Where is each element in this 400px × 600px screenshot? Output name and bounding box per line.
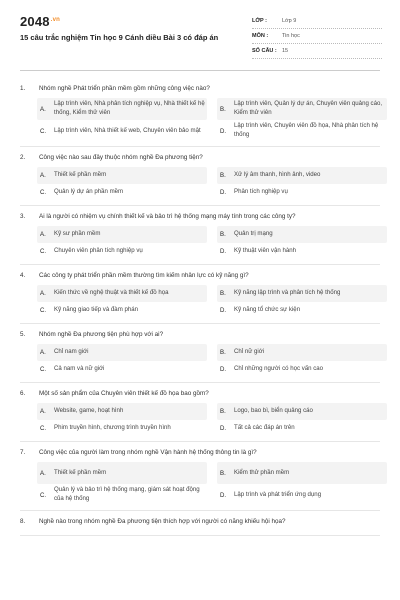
option-letter: C. xyxy=(40,189,47,196)
answer-option-a[interactable] xyxy=(37,344,207,361)
meta-row-class xyxy=(252,14,382,29)
option-letter: B. xyxy=(220,290,226,297)
option-letter: D. xyxy=(220,491,227,499)
question-header xyxy=(20,511,380,531)
question-text: Nghề nào trong nhóm nghề Đa phương tiện thích hợp với người có năng khiếu hội họa? xyxy=(39,517,286,525)
answer-option-c[interactable] xyxy=(37,361,207,378)
option-text: Lập trình và phát triển ứng dụng xyxy=(234,490,322,498)
answer-option-b[interactable] xyxy=(217,226,387,243)
option-letter: A. xyxy=(40,469,46,477)
question-item xyxy=(20,147,380,206)
option-letter: D. xyxy=(220,366,227,373)
answer-option-a[interactable] xyxy=(37,98,207,120)
answer-option-d[interactable] xyxy=(217,120,387,142)
option-letter: C. xyxy=(40,491,47,499)
answer-options xyxy=(20,285,380,319)
question-text: Một số sản phẩm của Chuyên viên thiết kế đồ họa bao gồm? xyxy=(39,389,209,397)
option-letter: C. xyxy=(40,248,47,255)
option-text: Kỹ thuật viên vận hành xyxy=(234,247,296,255)
option-letter: C. xyxy=(40,127,47,135)
question-list xyxy=(0,78,400,536)
option-text: Kỹ năng giao tiếp và đàm phán xyxy=(54,306,139,314)
meta-key: LỚP : xyxy=(252,18,267,24)
option-letter: B. xyxy=(220,172,226,179)
option-text: Thiết kế phần mềm xyxy=(54,171,107,179)
option-text: Kỹ năng tổ chức sự kiện xyxy=(234,306,301,314)
answer-option-a[interactable] xyxy=(37,167,207,184)
option-text: Quản lý và bảo trì hệ thống mạng, giám sát hoạt động của hệ thống xyxy=(54,486,200,502)
question-item xyxy=(20,206,380,265)
answer-option-d[interactable] xyxy=(217,361,387,378)
meta-table xyxy=(252,14,382,59)
answer-option-c[interactable] xyxy=(37,420,207,437)
answer-option-c[interactable] xyxy=(37,120,207,142)
answer-options xyxy=(20,403,380,437)
answer-option-d[interactable] xyxy=(217,302,387,319)
option-text: Lập trình viên, Quản lý dự án, Chuyên viên quảng cáo, Kiểm thử viên xyxy=(234,100,383,116)
option-letter: D. xyxy=(220,248,227,255)
question-item xyxy=(20,265,380,324)
question-item xyxy=(20,78,383,147)
option-letter: B. xyxy=(220,105,226,113)
header-divider xyxy=(20,70,380,71)
option-text: Kiến thức về nghệ thuật và thiết kế đồ họa xyxy=(54,289,169,297)
answer-option-b[interactable] xyxy=(217,167,387,184)
answer-option-b[interactable] xyxy=(217,98,387,120)
option-letter: C. xyxy=(40,366,47,373)
meta-row-subject xyxy=(252,29,382,44)
option-letter: A. xyxy=(40,349,46,356)
option-text: Xử lý âm thanh, hình ảnh, video xyxy=(234,171,321,179)
option-letter: A. xyxy=(40,105,46,113)
option-text: Chỉ nữ giới xyxy=(234,348,265,356)
question-number: 3. xyxy=(20,212,26,220)
option-text: Quản trị mạng xyxy=(234,230,273,238)
option-letter: C. xyxy=(40,307,47,314)
option-text: Lập trình viên, Nhà thiết kế web, Chuyên viên bảo mật xyxy=(54,126,201,134)
question-header xyxy=(20,78,380,98)
option-letter: B. xyxy=(220,349,226,356)
page-title: 15 câu trắc nghiệm Tin học 9 Cánh diều Bài 3 có đáp án xyxy=(20,33,219,42)
option-text: Phân tích nghiệp vụ xyxy=(234,188,288,196)
meta-value: Tin học xyxy=(282,33,300,39)
question-header xyxy=(20,206,380,226)
question-number: 5. xyxy=(20,330,26,338)
answer-option-c[interactable] xyxy=(37,184,207,201)
answer-options xyxy=(20,344,380,378)
question-number: 4. xyxy=(20,271,26,279)
option-letter: D. xyxy=(220,189,227,196)
answer-option-d[interactable] xyxy=(217,484,387,506)
answer-option-c[interactable] xyxy=(37,243,207,260)
option-letter: A. xyxy=(40,290,46,297)
answer-option-a[interactable] xyxy=(37,285,207,302)
meta-row-count xyxy=(252,44,382,59)
option-letter: A. xyxy=(40,231,46,238)
option-text: Chuyên viên phân tích nghiệp vụ xyxy=(54,247,143,255)
meta-key: MÔN : xyxy=(252,33,269,39)
option-text: Kỹ năng lập trình và phân tích hệ thống xyxy=(234,289,341,297)
answer-option-d[interactable] xyxy=(217,243,387,260)
option-text: Lập trình viên, Chuyên viên đồ họa, Nhà phân tích hệ thống xyxy=(234,122,379,138)
answer-options xyxy=(20,98,383,142)
question-text: Nhóm nghề Phát triển phần mềm gồm những công việc nào? xyxy=(39,84,210,92)
answer-option-b[interactable] xyxy=(217,403,387,420)
option-letter: D. xyxy=(220,307,227,314)
question-text: Công việc của người làm trong nhóm nghề Vận hành hệ thống thông tin là gì? xyxy=(39,448,257,456)
option-letter: B. xyxy=(220,231,226,238)
answer-option-d[interactable] xyxy=(217,420,387,437)
logo-text: 2048 xyxy=(20,14,50,29)
question-item xyxy=(20,442,380,511)
meta-value: Lớp 9 xyxy=(282,18,297,24)
answer-options xyxy=(20,226,380,260)
question-number: 2. xyxy=(20,153,26,161)
answer-option-a[interactable] xyxy=(37,462,207,484)
question-item xyxy=(20,511,380,536)
answer-option-b[interactable] xyxy=(217,285,387,302)
question-item xyxy=(20,324,380,383)
answer-option-a[interactable] xyxy=(37,226,207,243)
question-divider xyxy=(20,535,380,536)
option-text: Lập trình viên, Nhà phân tích nghiệp vụ, Nhà thiết kế hệ thống, Kiểm thử viên xyxy=(54,100,205,116)
question-item xyxy=(20,383,380,442)
document-header xyxy=(0,0,400,68)
option-text: Kiểm thử phần mềm xyxy=(234,468,290,476)
answer-options xyxy=(20,462,380,506)
question-header xyxy=(20,442,380,462)
option-letter: A. xyxy=(40,408,46,415)
answer-option-b[interactable] xyxy=(217,344,387,361)
answer-options xyxy=(20,167,380,201)
option-text: Quản lý dự án phần mềm xyxy=(54,188,124,196)
option-letter: D. xyxy=(220,127,227,135)
question-number: 1. xyxy=(20,84,26,92)
question-number: 8. xyxy=(20,517,26,525)
logo-suffix: .vn xyxy=(50,16,61,23)
option-letter: B. xyxy=(220,408,226,415)
question-header xyxy=(20,383,380,403)
site-logo[interactable] xyxy=(20,14,60,29)
option-text: Phim truyền hình, chương trình truyền hình xyxy=(54,424,171,432)
option-text: Thiết kế phần mềm xyxy=(54,468,107,476)
option-letter: D. xyxy=(220,425,227,432)
question-header xyxy=(20,265,380,285)
option-letter: A. xyxy=(40,172,46,179)
option-text: Tất cả các đáp án trên xyxy=(234,424,295,432)
question-text: Các công ty phát triển phần mềm thường tìm kiếm nhân lực có kỹ năng gì? xyxy=(39,271,249,279)
meta-value: 15 xyxy=(282,48,289,54)
question-text: Nhóm nghề Đa phương tiện phù hợp với ai? xyxy=(39,330,164,338)
option-text: Logo, bao bì, biển quảng cáo xyxy=(234,407,313,415)
question-number: 7. xyxy=(20,448,26,456)
option-text: Kỹ sư phần mềm xyxy=(54,230,101,238)
question-number: 6. xyxy=(20,389,26,397)
question-text: Ai là người có nhiệm vụ chính thiết kế và bảo trì hệ thống mạng máy tính trong các công ty? xyxy=(39,212,296,220)
answer-option-c[interactable] xyxy=(37,484,207,506)
question-header xyxy=(20,147,380,167)
meta-key: SỐ CÂU : xyxy=(252,48,277,54)
option-text: Website, game, hoạt hình xyxy=(54,407,124,415)
answer-option-c[interactable] xyxy=(37,302,207,319)
option-letter: B. xyxy=(220,469,226,477)
question-header xyxy=(20,324,380,344)
answer-option-a[interactable] xyxy=(37,403,207,420)
question-text: Công việc nào sau đây thuộc nhóm nghề Đa phương tiện? xyxy=(39,153,203,161)
answer-option-b[interactable] xyxy=(217,462,387,484)
answer-option-d[interactable] xyxy=(217,184,387,201)
option-letter: C. xyxy=(40,425,47,432)
option-text: Chỉ nam giới xyxy=(54,348,89,356)
option-text: Chỉ những người có học vấn cao xyxy=(234,365,324,373)
option-text: Cả nam và nữ giới xyxy=(54,365,105,373)
